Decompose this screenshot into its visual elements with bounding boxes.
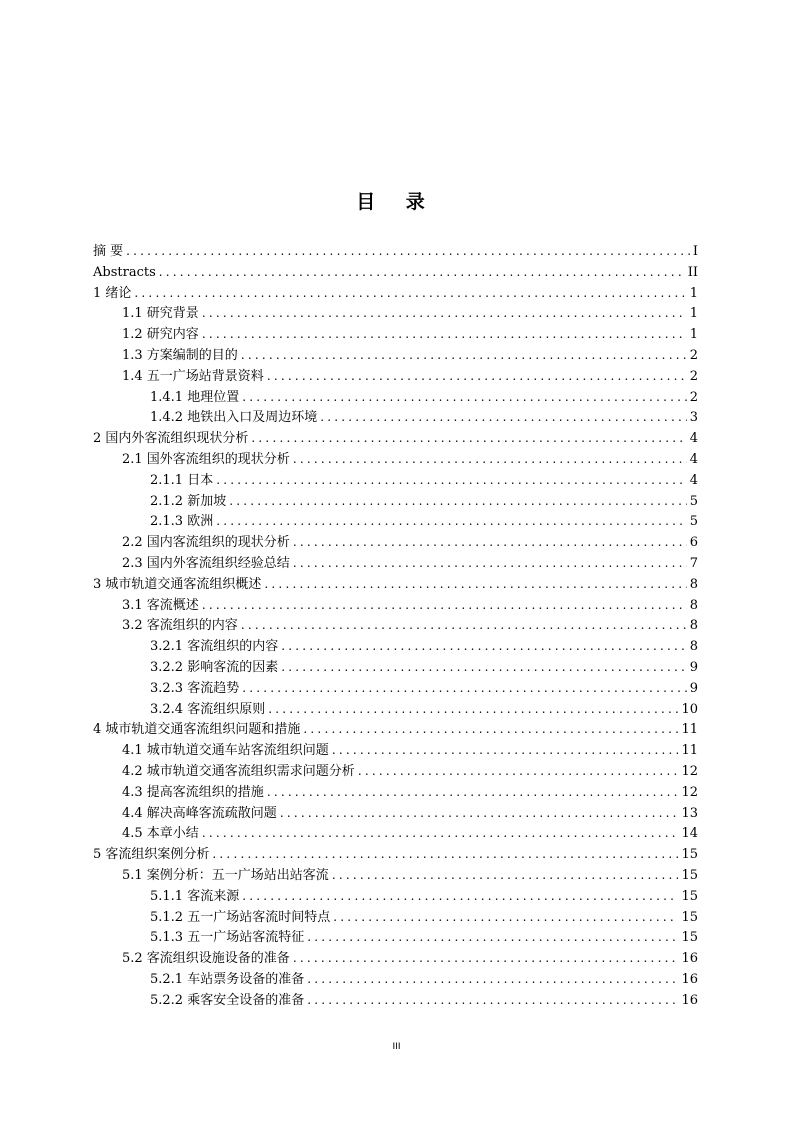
- toc-entry-page: 15: [681, 888, 698, 904]
- toc-entry[interactable]: [93, 948, 698, 969]
- toc-entry-page: 12: [681, 763, 698, 779]
- toc-entry-page: 7: [689, 555, 698, 571]
- dot-leader: [281, 657, 687, 678]
- dot-leader: [293, 449, 687, 470]
- toc-entry[interactable]: [93, 511, 698, 532]
- dot-leader: [242, 387, 687, 408]
- toc-entry-page: 8: [689, 639, 698, 655]
- toc-entry[interactable]: [93, 927, 698, 948]
- toc-entry[interactable]: [93, 470, 698, 491]
- toc-entry-label: 2 国内外客流组织现状分析: [93, 431, 249, 447]
- toc-entry[interactable]: [93, 990, 698, 1011]
- toc-entry-label: 3 城市轨道交通客流组织概述: [93, 576, 262, 592]
- dot-leader: [134, 283, 686, 304]
- toc-entry-page: 15: [681, 847, 698, 863]
- dot-leader: [126, 241, 690, 262]
- toc-entry[interactable]: [93, 366, 698, 387]
- dot-leader: [268, 699, 678, 720]
- toc-entry-label: 4.1 城市轨道交通车站客流组织问题: [122, 743, 329, 759]
- toc-entry-label: 3.2.4 客流组织原则: [150, 701, 266, 717]
- dot-leader: [307, 969, 678, 990]
- toc-entry[interactable]: [93, 407, 698, 428]
- dot-leader: [293, 532, 687, 553]
- toc-entry[interactable]: [93, 803, 698, 824]
- toc-entry-label: 1 绪论: [93, 285, 132, 301]
- dot-leader: [241, 615, 687, 636]
- toc-entry-label: 1.4.2 地铁出入口及周边环境: [150, 410, 318, 426]
- dot-leader: [280, 803, 679, 824]
- dot-leader: [216, 511, 687, 532]
- dot-leader: [332, 865, 679, 886]
- toc-entry-page: 8: [689, 597, 698, 613]
- toc-entry-page: 8: [689, 576, 698, 592]
- dot-leader: [212, 844, 678, 865]
- toc-entry[interactable]: [93, 387, 698, 408]
- toc-entry-page: 9: [689, 680, 698, 696]
- toc-entry-page: 11: [681, 743, 698, 759]
- toc-entry-label: 5.1 案例分析：五一广场站出站客流: [122, 867, 329, 883]
- toc-entry-label: 1.1 研究背景: [122, 306, 199, 322]
- toc-entry[interactable]: [93, 595, 698, 616]
- dot-leader: [267, 366, 687, 387]
- toc-entry-page: 1: [689, 285, 698, 301]
- toc-entry-label: 2.1.1 日本: [150, 472, 214, 488]
- toc-entry[interactable]: [93, 969, 698, 990]
- toc-entry[interactable]: [93, 699, 698, 720]
- toc-entry[interactable]: [93, 823, 698, 844]
- toc-entry-label: 2.1.3 欧洲: [150, 514, 214, 530]
- toc-entry-label: 5.1.1 客流来源: [150, 888, 240, 904]
- toc-entry[interactable]: [93, 262, 698, 283]
- toc-entry-label: 4.5 本章小结: [122, 826, 199, 842]
- page-number: III: [392, 1042, 401, 1052]
- toc-entry-label: Abstracts: [93, 264, 156, 280]
- toc-entry-page: 3: [689, 410, 698, 426]
- dot-leader: [303, 719, 678, 740]
- dot-leader: [293, 553, 687, 574]
- toc-entry-page: 4: [689, 451, 698, 467]
- toc-entry-label: 2.2 国内客流组织的现状分析: [122, 535, 290, 551]
- toc-entry-label: 5.1.2 五一广场站客流时间特点: [150, 909, 331, 925]
- toc-entry-label: 3.2.3 客流趋势: [150, 680, 240, 696]
- toc-entry-label: 4.4 解决高峰客流疏散问题: [122, 805, 277, 821]
- toc-entry[interactable]: [93, 740, 698, 761]
- toc-entry[interactable]: [93, 241, 698, 262]
- dot-leader: [159, 262, 685, 283]
- toc-entry-label: 3.2.1 客流组织的内容: [150, 639, 279, 655]
- toc-entry[interactable]: [93, 345, 698, 366]
- toc-entry-page: 2: [689, 368, 698, 384]
- table-of-contents: [93, 241, 698, 1010]
- dot-leader: [307, 927, 678, 948]
- toc-entry-label: 1.2 研究内容: [122, 327, 199, 343]
- toc-entry[interactable]: [93, 719, 698, 740]
- toc-entry-page: 12: [681, 784, 698, 800]
- toc-entry[interactable]: [93, 553, 698, 574]
- toc-entry-page: 16: [681, 971, 698, 987]
- toc-entry-page: 5: [689, 493, 698, 509]
- toc-entry[interactable]: [93, 886, 698, 907]
- toc-entry-page: 2: [689, 347, 698, 363]
- dot-leader: [242, 886, 678, 907]
- dot-leader: [281, 636, 687, 657]
- toc-entry[interactable]: [93, 449, 698, 470]
- toc-entry[interactable]: [93, 283, 698, 304]
- toc-title: 目 录: [356, 191, 437, 213]
- dot-leader: [229, 491, 687, 512]
- dot-leader: [216, 470, 687, 491]
- toc-entry-label: 5.2.2 乘客安全设备的准备: [150, 992, 305, 1008]
- toc-entry-page: 5: [689, 514, 698, 530]
- dot-leader: [202, 823, 679, 844]
- toc-entry-page: 4: [689, 431, 698, 447]
- toc-entry-label: 2.3 国内外客流组织经验总结: [122, 555, 290, 571]
- dot-leader: [264, 574, 686, 595]
- dot-leader: [293, 948, 679, 969]
- toc-entry-page: 10: [681, 701, 698, 717]
- toc-entry[interactable]: [93, 636, 698, 657]
- toc-entry-page: 13: [681, 805, 698, 821]
- dot-leader: [332, 740, 679, 761]
- toc-entry-page: 15: [681, 909, 698, 925]
- dot-leader: [202, 303, 687, 324]
- toc-entry[interactable]: [93, 865, 698, 886]
- toc-entry[interactable]: [93, 532, 698, 553]
- toc-entry[interactable]: [93, 428, 698, 449]
- toc-entry[interactable]: [93, 574, 698, 595]
- toc-entry-label: 3.2.2 影响客流的因素: [150, 659, 279, 675]
- toc-entry-label: 4.3 提高客流组织的措施: [122, 784, 264, 800]
- dot-leader: [358, 761, 679, 782]
- toc-entry[interactable]: [93, 907, 698, 928]
- dot-leader: [202, 595, 687, 616]
- toc-entry-page: 16: [681, 951, 698, 967]
- toc-entry-label: 摘 要: [93, 244, 124, 259]
- dot-leader: [333, 907, 678, 928]
- toc-entry-page: 9: [689, 659, 698, 675]
- dot-leader: [241, 345, 687, 366]
- toc-entry-label: 1.3 方案编制的目的: [122, 347, 238, 363]
- toc-entry-label: 1.4.1 地理位置: [150, 389, 240, 405]
- toc-entry-label: 1.4 五一广场站背景资料: [122, 368, 264, 384]
- toc-entry-label: 5.2 客流组织设施设备的准备: [122, 951, 290, 967]
- toc-entry[interactable]: [93, 657, 698, 678]
- toc-entry-page: 15: [681, 867, 698, 883]
- toc-entry-label: 2.1.2 新加坡: [150, 493, 227, 509]
- toc-entry-page: 4: [689, 472, 698, 488]
- toc-entry-page: 2: [689, 389, 698, 405]
- toc-entry-label: 2.1 国外客流组织的现状分析: [122, 451, 290, 467]
- dot-leader: [251, 428, 686, 449]
- toc-entry[interactable]: [93, 761, 698, 782]
- toc-entry-label: 5.1.3 五一广场站客流特征: [150, 930, 305, 946]
- toc-entry-label: 5.2.1 车站票务设备的准备: [150, 971, 305, 987]
- dot-leader: [202, 324, 687, 345]
- toc-entry-page: 15: [681, 930, 698, 946]
- toc-entry[interactable]: [93, 782, 698, 803]
- dot-leader: [307, 990, 678, 1011]
- toc-entry-label: 3.1 客流概述: [122, 597, 199, 613]
- toc-entry-page: 1: [689, 306, 698, 322]
- toc-entry-page: I: [692, 244, 698, 259]
- toc-entry[interactable]: [93, 678, 698, 699]
- toc-entry[interactable]: [93, 615, 698, 636]
- toc-entry-page: 11: [681, 722, 698, 738]
- toc-entry-label: 5 客流组织案例分析: [93, 847, 210, 863]
- toc-entry[interactable]: [93, 491, 698, 512]
- toc-entry-page: II: [687, 264, 698, 280]
- dot-leader: [320, 407, 687, 428]
- toc-entry-page: 6: [689, 535, 698, 551]
- toc-entry-page: 1: [689, 327, 698, 343]
- dot-leader: [242, 678, 687, 699]
- toc-entry-page: 14: [681, 826, 698, 842]
- toc-entry[interactable]: [93, 844, 698, 865]
- toc-entry[interactable]: [93, 324, 698, 345]
- toc-entry[interactable]: [93, 303, 698, 324]
- toc-entry-page: 8: [689, 618, 698, 634]
- toc-entry-page: 16: [681, 992, 698, 1008]
- toc-entry-label: 3.2 客流组织的内容: [122, 618, 238, 634]
- toc-entry-label: 4 城市轨道交通客流组织问题和措施: [93, 722, 301, 738]
- dot-leader: [267, 782, 679, 803]
- toc-entry-label: 4.2 城市轨道交通客流组织需求问题分析: [122, 763, 355, 779]
